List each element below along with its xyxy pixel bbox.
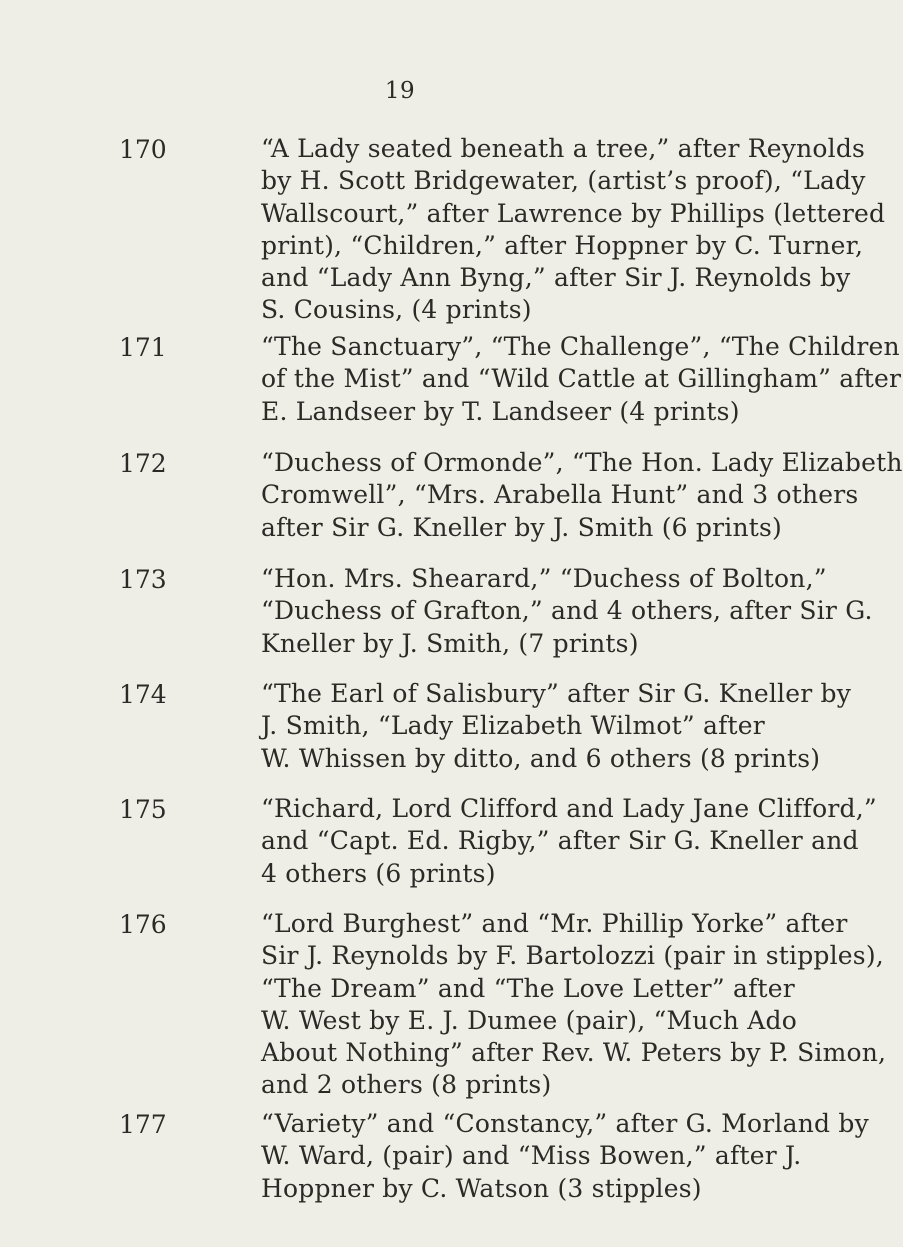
description-line: “Duchess of Grafton,” and 4 others, after Sir G. [261, 596, 873, 626]
lot-description [261, 447, 903, 544]
description-line: and “Capt. Ed. Rigby,” after Sir G. Kneller and [261, 826, 859, 856]
lot-description [261, 133, 886, 327]
description-line: “Lord Burghest” and “Mr. Phillip Yorke” after [261, 909, 848, 938]
lot-description [261, 1108, 869, 1205]
description-line: J. Smith, “Lady Elizabeth Wilmot” after [261, 711, 765, 741]
lot-number: 176 [119, 910, 167, 939]
description-line: after Sir G. Kneller by J. Smith (6 prints) [261, 512, 783, 542]
description-line: “Hon. Mrs. Shearard,” “Duchess of Bolton,” [261, 564, 827, 593]
description-line: and “Lady Ann Byng,” after Sir J. Reynolds by [261, 263, 851, 293]
description-line: print), “Children,” after Hoppner by C. Turner, [261, 230, 864, 260]
lot-number: 174 [119, 680, 167, 709]
description-line: “A Lady seated beneath a tree,” after Reynolds [261, 134, 866, 163]
description-line: Cromwell”, “Mrs. Arabella Hunt” and 3 others [261, 480, 859, 510]
lot-description [261, 678, 852, 775]
description-line: and 2 others (8 prints) [261, 1070, 552, 1100]
description-line: Sir J. Reynolds by F. Bartolozzi (pair in stipples), [261, 941, 884, 971]
description-line: “Richard, Lord Clifford and Lady Jane Clifford,” [261, 794, 877, 823]
description-line: 4 others (6 prints) [261, 858, 496, 888]
lot-description [261, 793, 877, 890]
lot-description [261, 908, 887, 1102]
lot-number: 170 [119, 135, 167, 164]
description-line: by H. Scott Bridgewater, (artist’s proof), “Lady [261, 166, 866, 196]
description-line: W. Ward, (pair) and “Miss Bowen,” after J. [261, 1141, 802, 1171]
lot-number: 172 [119, 449, 167, 478]
description-line: E. Landseer by T. Landseer (4 prints) [261, 396, 740, 426]
description-line: “The Sanctuary”, “The Challenge”, “The Children [261, 332, 900, 361]
description-line: “The Dream” and “The Love Letter” after [261, 973, 795, 1003]
description-line: About Nothing” after Rev. W. Peters by P. Simon, [261, 1038, 887, 1068]
lot-number: 171 [119, 333, 167, 362]
description-line: “Variety” and “Constancy,” after G. Morland by [261, 1109, 869, 1138]
description-line: S. Cousins, (4 prints) [261, 295, 532, 325]
lot-number: 177 [119, 1110, 167, 1139]
lot-number: 175 [119, 795, 167, 824]
description-line: “The Earl of Salisbury” after Sir G. Kneller by [261, 679, 852, 708]
description-line: Wallscourt,” after Lawrence by Phillips (lettered [261, 198, 886, 228]
description-line: Hoppner by C. Watson (3 stipples) [261, 1173, 702, 1203]
lot-description [261, 563, 873, 660]
description-line: W. West by E. J. Dumee (pair), “Much Ado [261, 1005, 797, 1035]
description-line: W. Whissen by ditto, and 6 others (8 prints) [261, 743, 821, 773]
lot-number: 173 [119, 565, 167, 594]
description-line: “Duchess of Ormonde”, “The Hon. Lady Elizabeth [261, 448, 903, 477]
description-line: Kneller by J. Smith, (7 prints) [261, 628, 639, 658]
lot-description [261, 331, 902, 428]
page-number: 19 [384, 78, 416, 104]
description-line: of the Mist” and “Wild Cattle at Gillingham” after [261, 364, 902, 394]
